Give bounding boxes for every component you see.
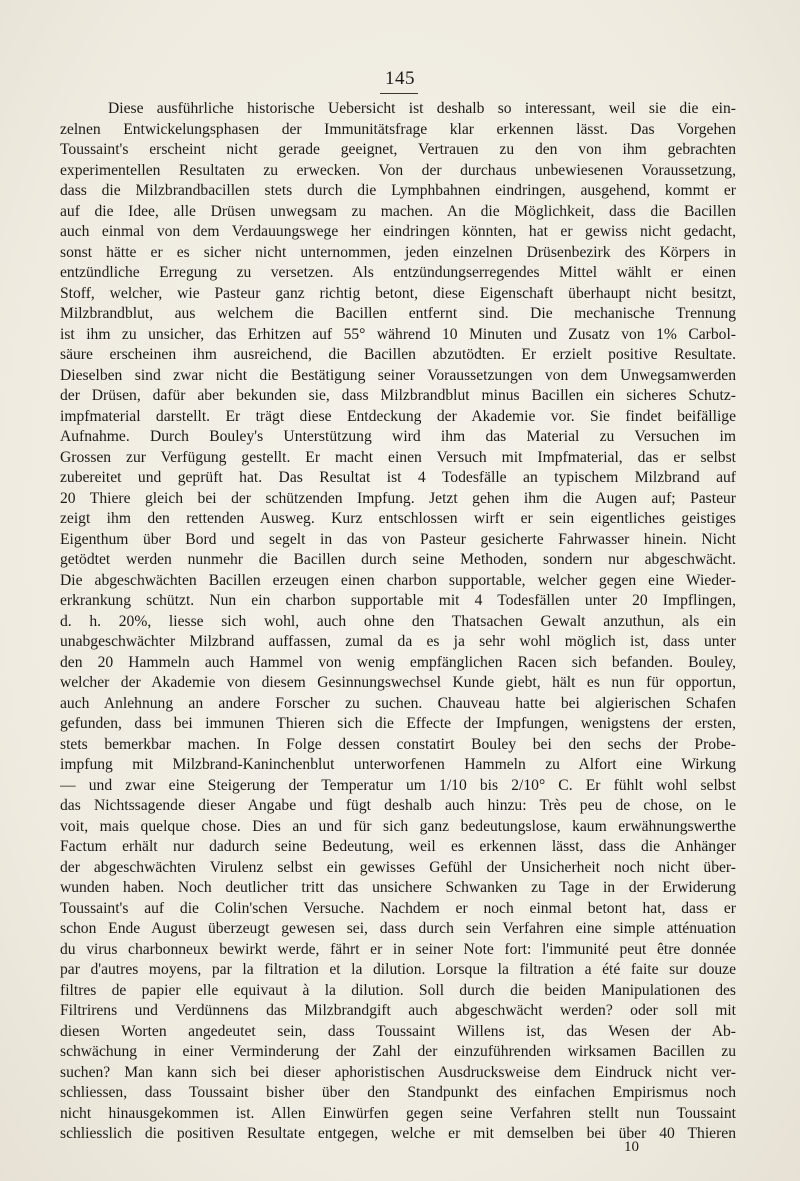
text-line: stets bemerkbar machen. In Folge dessen constatirt Bouley bei den sechs der Probe-	[60, 735, 736, 753]
text-line: Aufnahme. Durch Bouley's Unterstützung wird ihm das Material zu Versuchen im	[60, 428, 736, 445]
text-line: das Nichtssagende dieser Angabe und fügt deshalb auch hinzu: Très peu de chose, on le	[60, 797, 736, 814]
body-text	[60, 99, 736, 1145]
text-line: gefunden, dass bei immunen Thieren sich die Effecte der Impfungen, wenigstens der ersten,	[60, 715, 736, 732]
text-line: 20 Thiere gleich bei der schützenden Impfung. Jetzt gehen ihm die Augen auf; Pasteur	[60, 489, 736, 507]
text-line: auch einmal von dem Verdauungswege her eindringen könnten, hat er gewiss nicht gedacht,	[60, 223, 736, 240]
text-line: Stoff, welcher, wie Pasteur ganz richtig betont, diese Eigenschaft überhaupt nicht besitzt,	[60, 284, 736, 302]
text-line: nicht hinausgekommen ist. Allen Einwürfen gegen seine Verfahren stellt nun Toussaint	[60, 1104, 736, 1122]
text-line: impfmaterial darstellt. Er trägt diese Entdeckung der Akademie vor. Sie findet beifällige	[60, 407, 736, 425]
text-line: schliessen, dass Toussaint bisher über den Standpunkt des einfachen Empirismus noch	[60, 1084, 736, 1101]
text-line: sonst hätte er es sicher nicht unternommen, jeden einzelnen Drüsenbezirk des Körpers in	[60, 243, 736, 261]
text-line: filtres de papier elle equivaut à la dilution. Soll durch die beiden Manipulationen des	[60, 981, 736, 999]
text-line: suchen? Man kann sich bei dieser aphoristischen Ausdrucksweise dem Eindruck nicht ver-	[60, 1063, 736, 1081]
text-line: Toussaint's auf die Colin'schen Versuche. Nachdem er noch einmal betont hat, dass er	[60, 899, 736, 917]
text-line: wunden haben. Noch deutlicher tritt das unsichere Schwanken zu Tage in der Erwiderung	[60, 879, 736, 896]
text-line: voit, mais quelque chose. Dies an und für sich ganz bedeutungslose, kaum erwähnungswerthe	[60, 817, 736, 835]
text-line: Die abgeschwächten Bacillen erzeugen einen charbon supportable, welcher gegen eine Wieder-	[60, 571, 736, 589]
text-line: getödtet werden nunmehr die Bacillen durch seine Methoden, sondern nur abgeschwächt.	[60, 551, 736, 568]
text-line: welcher der Akademie von diesem Gesinnungswechsel Kunde giebt, hält es nun für opportun,	[60, 674, 736, 691]
text-line: schliesslich die positiven Resultate entgegen, welche er mit demselben bei über 40 Thieren	[60, 1125, 736, 1142]
signature-mark: 10	[624, 1139, 639, 1155]
text-line: du virus charbonneux bewirkt werde, fährt er in seiner Note fort: l'immunité peut être donnée	[60, 940, 736, 958]
text-line: par d'autres moyens, par la filtration et la dilution. Lorsque la filtration a été faite sur douze	[60, 961, 736, 978]
text-line: Filtrirens und Verdünnens das Milzbrandgift auch abgeschwächt werden? oder soll mit	[60, 1002, 736, 1019]
text-line: den 20 Hammeln auch Hammel von wenig empfänglichen Racen sich befanden. Bouley,	[60, 653, 736, 671]
text-line: säure erscheinen ihm ausreichend, die Bacillen abzutödten. Er erzielt positive Resultate.	[60, 346, 736, 363]
text-line: Dieselben sind zwar nicht die Bestätigung seiner Voraussetzungen von dem Unwegsamwerden	[60, 366, 736, 384]
page-number-rule	[380, 93, 418, 94]
text-line: Factum erhält nur dadurch seine Bedeutung, weil es erkennen lässt, dass die Anhänger	[60, 838, 736, 855]
text-line: Grossen zur Verfügung gestellt. Er macht einen Versuch mit Impfmaterial, das er selbst	[60, 448, 736, 466]
text-line: — und zwar eine Steigerung der Temperatur um 1/10 bis 2/10° C. Er fühlt wohl selbst	[60, 776, 736, 794]
text-line: d. h. 20%, liesse sich wohl, auch ohne den Thatsachen Gewalt anzuthun, als ein	[60, 612, 736, 630]
text-line: impfung mit Milzbrand-Kaninchenblut unterworfenen Hammeln zu Alfort eine Wirkung	[60, 756, 736, 773]
text-line: ist ihm zu unsicher, das Erhitzen auf 55° während 10 Minuten und Zusatz von 1% Carbol-	[60, 325, 736, 343]
text-line: unabgeschwächter Milzbrand auffassen, zumal da es ja sehr wohl möglich ist, dass unter	[60, 633, 736, 650]
text-line: experimentellen Resultaten zu erwecken. Von der durchaus unbewiesenen Voraussetzung,	[60, 161, 736, 179]
text-line: schon Ende August überzeugt gewesen sei, dass durch sein Verfahren eine simple atténuation	[60, 920, 736, 937]
text-line: Eigenthum über Bord und segelt in das von Pasteur gesicherte Fahrwasser hinein. Nicht	[60, 530, 736, 548]
text-line: diesen Worten angedeutet sein, dass Toussaint Willens ist, das Wesen der Ab-	[60, 1022, 736, 1040]
text-line: dass die Milzbrandbacillen stets durch die Lymphbahnen eindringen, ausgehend, kommt er	[60, 182, 736, 199]
page-number: 145	[385, 68, 415, 89]
text-line: zubereitet und geprüft hat. Das Resultat ist 4 Todesfälle an typischem Milzbrand auf	[60, 469, 736, 486]
text-line: der abgeschwächten Virulenz selbst ein gewisses Gefühl der Unsicherheit noch nicht über-	[60, 858, 736, 876]
text-line: auch Anlehnung an andere Forscher zu suchen. Chauveau hatte bei algierischen Schafen	[60, 694, 736, 712]
text-line: entzündliche Erregung zu versetzen. Als entzündungserregendes Mittel wählt er einen	[60, 264, 736, 281]
text-line: erkrankung schützt. Nun ein charbon supportable mit 4 Todesfällen unter 20 Impflingen,	[60, 592, 736, 609]
text-line: Milzbrandblut, aus welchem die Bacillen entfernt sind. Die mechanische Trennung	[60, 305, 736, 322]
text-line: schwächung in einer Verminderung der Zahl der einzuführenden wirksamen Bacillen zu	[60, 1043, 736, 1060]
text-line: Toussaint's erscheint nicht gerade geeignet, Vertrauen zu den von ihm gebrachten	[60, 141, 736, 158]
text-line: Diese ausführliche historische Uebersicht ist deshalb so interessant, weil sie die ein-	[108, 100, 736, 117]
text-line: zeigt ihm den rettenden Ausweg. Kurz entschlossen wirft er sein eigentliches geistiges	[60, 510, 736, 527]
text-line: der Drüsen, dafür aber bekunden sie, dass Milzbrandblut minus Bacillen ein sicheres Schutz-	[60, 387, 736, 404]
text-line: zelnen Entwickelungsphasen der Immunitätsfrage klar erkennen lässt. Das Vorgehen	[60, 120, 736, 138]
text-line: auf die Idee, alle Drüsen unwegsam zu machen. An die Möglichkeit, dass die Bacillen	[60, 202, 736, 220]
